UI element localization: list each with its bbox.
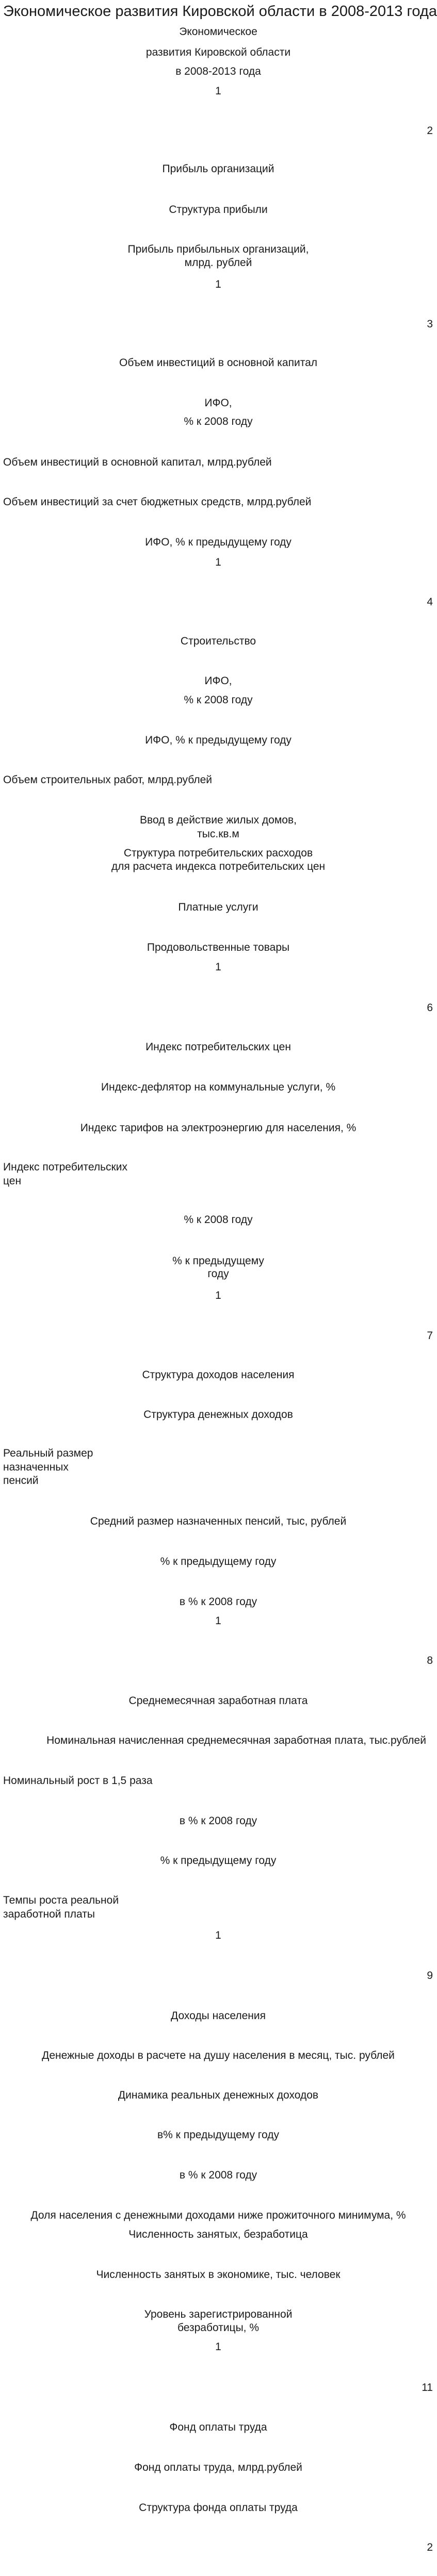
- text-line: Реальный размер: [3, 1447, 93, 1459]
- text-line: Структура денежных доходов: [143, 1409, 293, 1421]
- text-line: Среднемесячная заработная плата: [128, 1695, 308, 1707]
- text-line: Структура фонда оплаты труда: [139, 2502, 298, 2514]
- text-line: Платные услуги: [178, 901, 258, 913]
- text-line: ИФО, % к предыдущему году: [145, 734, 292, 746]
- text-line: Доля населения с денежными доходами ниже прожиточного минимума, %: [30, 2209, 406, 2221]
- page-footer-number: 1: [215, 2341, 221, 2353]
- text-line: % к предыдущему году: [160, 1855, 277, 1867]
- text-line: Структура доходов населения: [142, 1369, 295, 1381]
- text-line: году: [207, 1268, 229, 1280]
- text-line: Структура прибыли: [169, 204, 268, 216]
- text-line: Уровень зарегистрированной: [144, 2308, 293, 2320]
- page-number: 7: [427, 1330, 433, 1342]
- text-line: безработицы, %: [177, 2322, 260, 2334]
- page-footer-number: 1: [215, 278, 221, 290]
- text-line: Индекс тарифов на электроэнергию для населения, %: [80, 1122, 357, 1134]
- text-line: Средний размер назначенных пенсий, тыс, рублей: [90, 1515, 347, 1527]
- text-line: Индекс потребительских: [3, 1161, 127, 1173]
- document-title: Экономическое развития Кировской области в 2008-2013 года: [3, 3, 437, 20]
- text-line: Объем инвестиций в основной капитал: [119, 357, 318, 369]
- text-line: млрд. рублей: [184, 257, 252, 269]
- text-line: Индекс потребительских цен: [145, 1041, 291, 1053]
- page-number: 8: [427, 1655, 433, 1666]
- page-footer-number: 1: [215, 1615, 221, 1627]
- text-line: Фонд оплаты труда, млрд.рублей: [134, 2462, 302, 2473]
- text-line: % к предыдущему году: [160, 1556, 277, 1567]
- page-number: 9: [427, 1970, 433, 1981]
- page-footer-number: 1: [215, 1290, 221, 1301]
- text-line: Строительство: [180, 635, 256, 647]
- text-line: Прибыль прибыльных организаций,: [127, 243, 309, 255]
- page-number: 2: [427, 2541, 433, 2553]
- text-line: назначенных: [3, 1461, 69, 1473]
- text-line: % к предыдущему: [172, 1255, 264, 1267]
- text-line: в % к 2008 году: [179, 1815, 257, 1827]
- text-line: для расчета индекса потребительских цен: [111, 861, 326, 872]
- text-line: цен: [3, 1175, 22, 1187]
- text-line: заработной платы: [3, 1908, 95, 1920]
- page-footer-number: 1: [215, 961, 221, 973]
- text-line: Прибыль организаций: [162, 163, 274, 175]
- text-line: ИФО, % к предыдущему году: [145, 536, 292, 548]
- text-line: Экономическое: [179, 26, 257, 38]
- text-line: пенсий: [3, 1475, 39, 1487]
- text-line: ИФО,: [204, 397, 232, 409]
- page-number: 4: [427, 596, 433, 608]
- text-line: Ввод в действие жилых домов,: [140, 814, 297, 826]
- text-line: Номинальный рост в 1,5 раза: [3, 1775, 153, 1787]
- text-line: в% к предыдущему году: [157, 2129, 279, 2141]
- text-line: ИФО,: [204, 675, 232, 687]
- text-line: Динамика реальных денежных доходов: [118, 2089, 319, 2101]
- page-footer-number: 1: [215, 85, 221, 97]
- page-footer-number: 1: [215, 556, 221, 568]
- page-number: 6: [427, 1002, 433, 1014]
- text-line: Номинальная начисленная среднемесячная заработная плата, тыс.рублей: [46, 1735, 426, 1746]
- text-line: Фонд оплаты труда: [169, 2421, 267, 2433]
- text-line: % к 2008 году: [184, 416, 253, 427]
- text-line: Структура потребительских расходов: [123, 847, 313, 859]
- text-line: в 2008-2013 года: [175, 65, 261, 77]
- text-line: Объем строительных работ, млрд.рублей: [3, 774, 212, 786]
- page-number: 2: [427, 125, 433, 137]
- text-line: Доходы населения: [171, 2010, 266, 2022]
- text-line: развития Кировской области: [145, 46, 291, 58]
- page-number: 3: [427, 318, 433, 330]
- text-line: Денежные доходы в расчете на душу населения в месяц, тыс. рублей: [42, 2050, 395, 2061]
- text-line: Индекс-дефлятор на коммунальные услуги, %: [101, 1081, 336, 1093]
- text-line: Численность занятых в экономике, тыс. человек: [96, 2269, 341, 2281]
- text-line: тыс.кв.м: [197, 828, 239, 840]
- text-line: в % к 2008 году: [179, 1596, 257, 1608]
- text-line: в % к 2008 году: [179, 2169, 257, 2181]
- page-number: 11: [422, 2382, 433, 2393]
- text-line: Численность занятых, безработица: [128, 2228, 308, 2240]
- page-footer-number: 1: [215, 1929, 221, 1941]
- text-line: Продовольственные товары: [147, 942, 290, 953]
- text-line: Темпы роста реальной: [3, 1894, 119, 1906]
- text-line: Объем инвестиций в основной капитал, млрд.рублей: [3, 456, 272, 468]
- text-line: Объем инвестиций за счет бюджетных средств, млрд.рублей: [3, 496, 312, 508]
- text-line: % к 2008 году: [184, 694, 253, 706]
- text-line: % к 2008 году: [184, 1214, 253, 1226]
